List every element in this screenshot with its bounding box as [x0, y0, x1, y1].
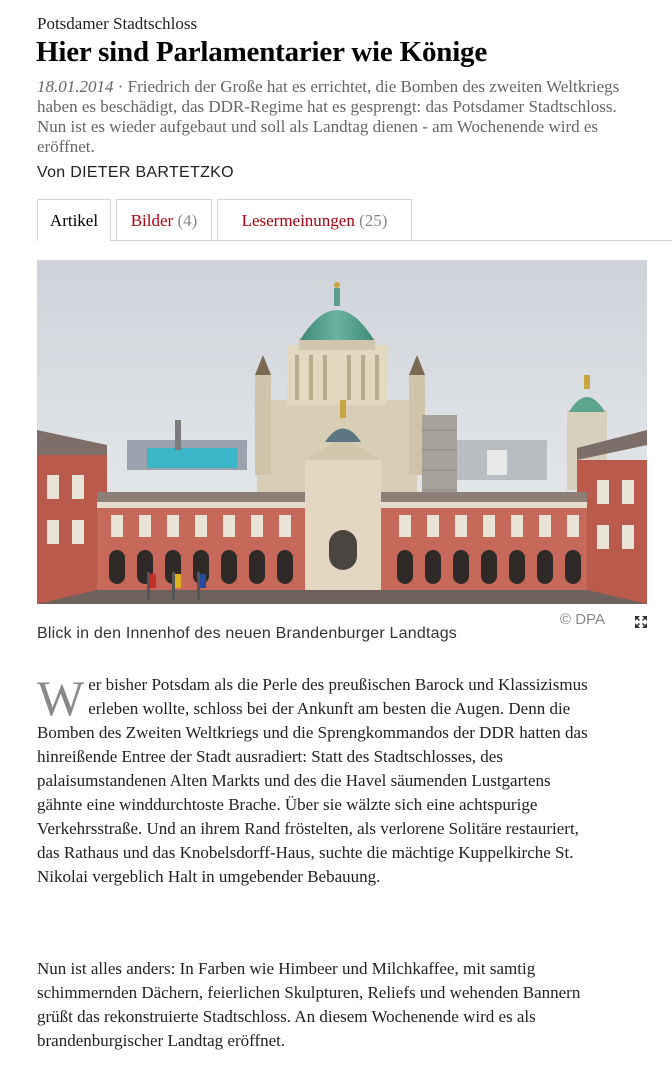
- teaser-text: Friedrich der Große hat es errichtet, die Bomben des zweiten Weltkriegs haben es beschädigt, das DDR-Regime hat es gesprengt: das Potsdamer Stadtschloss. Nun ist es wieder aufgebaut und soll als Landtag dienen - am Wochenende wird es eröffnet.: [37, 77, 620, 156]
- article-tabs: [0, 199, 672, 241]
- expand-icon[interactable]: [634, 615, 648, 629]
- tab-lesermeinungen-label: Lesermeinungen: [241, 211, 355, 230]
- teaser-separator: ·: [117, 77, 124, 96]
- paragraph-1-text: er bisher Potsdam als die Perle des preußischen Barock und Klassizismus erleben wollte, schloss bei der Ankunft am besten die Augen. Denn die Bomben des Zweiten Weltkriegs und die Sprengkommandos der DDR hatten das hinreißende Entree der Stadt ausradiert: Statt des Stadtschlosses, des palaisumstandenen Alten Markts und des die Havel säumenden Lustgartens gähnte eine winddurchtoste Brache. Über sie wälzte sich eine achtspurige Verkehrsstraße. Und an ihrem Rand fröstelten, als verlorene Solitäre restauriert, das Rathaus und das Knobelsdorff-Haus, suchte die mächtige Kuppelkirche St. Nikolai vergeblich Halt in umgebender Bebauung.: [37, 675, 588, 886]
- expand-icon-glyph: [634, 615, 648, 629]
- dropcap: W: [37, 670, 85, 726]
- tab-lesermeinungen[interactable]: [217, 199, 412, 240]
- article-paragraph-2: Nun ist alles anders: In Farben wie Himbeer und Milchkaffee, mit samtig schimmernden Dächern, feierlichen Skulpturen, Reliefs und wehenden Bannern grüßt das rekonstruierte Stadtschloss. An diesem Wochenende wird es als brandenburgischer Landtag eröffnet.: [37, 959, 581, 1050]
- article-headline: Hier sind Parlamentarier wie Könige: [36, 36, 488, 68]
- tab-lesermeinungen-count: (25): [359, 211, 388, 230]
- article-author: Von DIETER BARTETZKO: [37, 164, 234, 181]
- stadtschloss-photo: [37, 260, 647, 604]
- article-paragraph-1: [37, 670, 597, 889]
- tab-bilder-count: (4): [177, 211, 198, 230]
- article-image[interactable]: [37, 260, 647, 604]
- image-credit: © DPA: [560, 611, 605, 628]
- article-date: 18.01.2014: [37, 77, 114, 96]
- tab-artikel[interactable]: [37, 199, 111, 241]
- article-kicker: Potsdamer Stadtschloss: [37, 14, 198, 33]
- tab-artikel-label: Artikel: [49, 211, 99, 230]
- tab-bilder-label: Bilder: [130, 211, 174, 230]
- article-teaser: [37, 77, 637, 157]
- image-caption: Blick in den Innenhof des neuen Brandenburger Landtags: [37, 625, 457, 642]
- tab-bilder[interactable]: [116, 199, 212, 240]
